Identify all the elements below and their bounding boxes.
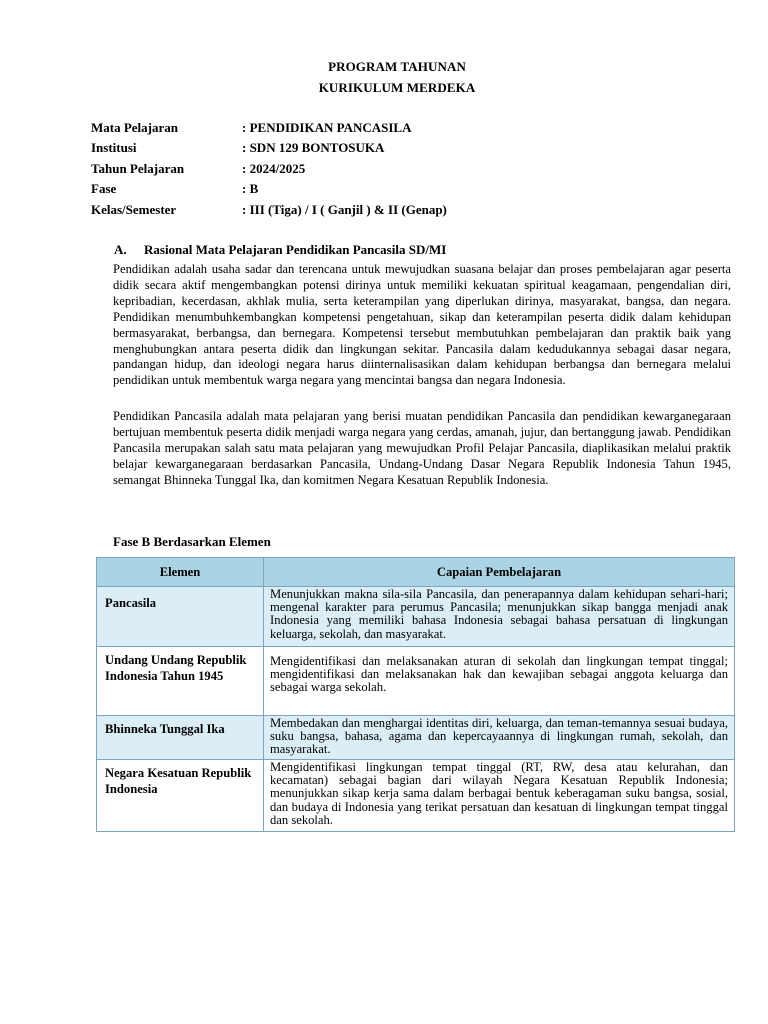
meta-row-tahun-pelajaran (91, 161, 447, 181)
rationale-paragraph-2: Pendidikan Pancasila adalah mata pelajaran yang berisi muatan pendidikan Pancasila dan pendidikan kewarganegaraan bertujuan membentuk peserta didik menjadi warga negara yang cerdas, amanah, jujur, dan bertanggung jawab. Pendidikan Pancasila merupakan salah satu mata pelajaran yang mewujudkan Profil Pelajar Pancasila, diaplikasikan melalui praktik belajar kewarganegaraan berdasarkan Pancasila, Undang-Undang Dasar Negara Republik Indonesia Tahun 1945, semangat Bhinneka Tunggal Ika, dan komitmen Negara Kesatuan Republik Indonesia. (113, 409, 731, 487)
elemen-cell: Negara Kesatuan Republik Indonesia (97, 760, 264, 832)
meta-value: : B (242, 181, 259, 197)
meta-value: : 2024/2025 (242, 160, 306, 176)
capaian-cell: Mengidentifikasi lingkungan tempat tinggal (RT, RW, desa atau kelurahan, dan kecamatan) sebagai bagian dari wilayah Negara Kesatuan Republik Indonesia; menunjukkan sikap kerja sama dalam berbagai bentuk keberagaman suku bangsa, sosial, dan budaya di Indonesia yang terikat persatuan dan kesatuan di lingkungan tempat tinggal dan sekolah. (264, 760, 735, 832)
rationale-paragraph-1: Pendidikan adalah usaha sadar dan terencana untuk mewujudkan suasana belajar dan proses pembelajaran agar peserta didik secara aktif mengembangkan potensi dirinya untuk memiliki kekuatan spiritual keagamaan, pengendalian diri, kepribadian, kecerdasan, akhlak mulia, serta keterampilan yang diperlukan dirinya, masyarakat, bangsa, dan negara. Pendidikan menumbuhkembangkan kompetensi pengetahuan, sikap dan keterampilan peserta didik dalam kehidupan bermasyarakat, berbangsa, dan bernegara. Kompetensi tersebut membutuhkan pembelajaran dan praktik baik yang menghubungkan antara peserta didik dan lingkungan sekitar. Pancasila dalam kedudukannya sebagai dasar negara, pandangan hidup, dan ideologi negara harus diinternalisasikan dalam kehidupan berbangsa dan bernegara melalui pendidikan untuk membentuk warga negara yang mencintai bangsa dan negara Indonesia. (113, 262, 731, 388)
identity-block (91, 120, 447, 222)
table-row (97, 760, 735, 832)
capaian-table (96, 557, 735, 832)
document-subtitle: KURIKULUM MERDEKA (318, 80, 476, 95)
table-header-row (97, 558, 735, 587)
elemen-cell: Bhinneka Tunggal Ika (97, 716, 264, 760)
section-letter: A. (114, 242, 127, 257)
meta-row-mata-pelajaran (91, 120, 447, 140)
elemen-cell: Undang Undang Republik Indonesia Tahun 1945 (97, 647, 264, 716)
fase-heading: Fase B Berdasarkan Elemen (113, 534, 271, 549)
meta-label: Fase (91, 181, 117, 197)
meta-row-fase (91, 181, 447, 201)
meta-value: : III (Tiga) / I ( Ganjil ) & II (Genap) (242, 201, 447, 217)
section-a-heading (114, 242, 446, 258)
meta-label: Kelas/Semester (91, 201, 177, 217)
capaian-cell: Mengidentifikasi dan melaksanakan aturan di sekolah dan lingkungan tempat tinggal; mengidentifikasi dan melaksanakan hak dan kewajiban sebagai anggota keluarga dan sebagai warga sekolah. (264, 647, 735, 716)
table-row (97, 587, 735, 647)
table-row (97, 716, 735, 760)
meta-label: Institusi (91, 140, 137, 156)
meta-label: Tahun Pelajaran (91, 160, 185, 176)
capaian-cell: Menunjukkan makna sila-sila Pancasila, dan penerapannya dalam kehidupan sehari-hari; mengenal karakter para perumus Pancasila; menunjukkan sikap bangga menjadi anak Indonesia yang memiliki bahasa Indonesia sebagai bahasa persatuan di lingkungan keluarga, sekolah, dan masyarakat. (264, 587, 735, 647)
section-title: Rasional Mata Pelajaran Pendidikan Pancasila SD/MI (144, 242, 447, 257)
column-header-capaian: Capaian Pembelajaran (264, 558, 735, 587)
meta-value: : PENDIDIKAN PANCASILA (242, 120, 412, 135)
meta-label: Mata Pelajaran (91, 120, 179, 135)
capaian-cell: Membedakan dan menghargai identitas diri, keluarga, dan teman-temannya sesuai budaya, suku bangsa, bahasa, agama dan kepercayaannya di lingkungan rumah, sekolah, dan masyarakat. (264, 716, 735, 760)
meta-value: : SDN 129 BONTOSUKA (242, 140, 385, 156)
column-header-elemen: Elemen (97, 558, 264, 587)
document-title: PROGRAM TAHUNAN (328, 59, 466, 74)
meta-row-institusi (91, 140, 447, 160)
table-row (97, 647, 735, 716)
elemen-cell: Pancasila (97, 587, 264, 647)
meta-row-kelas-semester (91, 202, 447, 222)
